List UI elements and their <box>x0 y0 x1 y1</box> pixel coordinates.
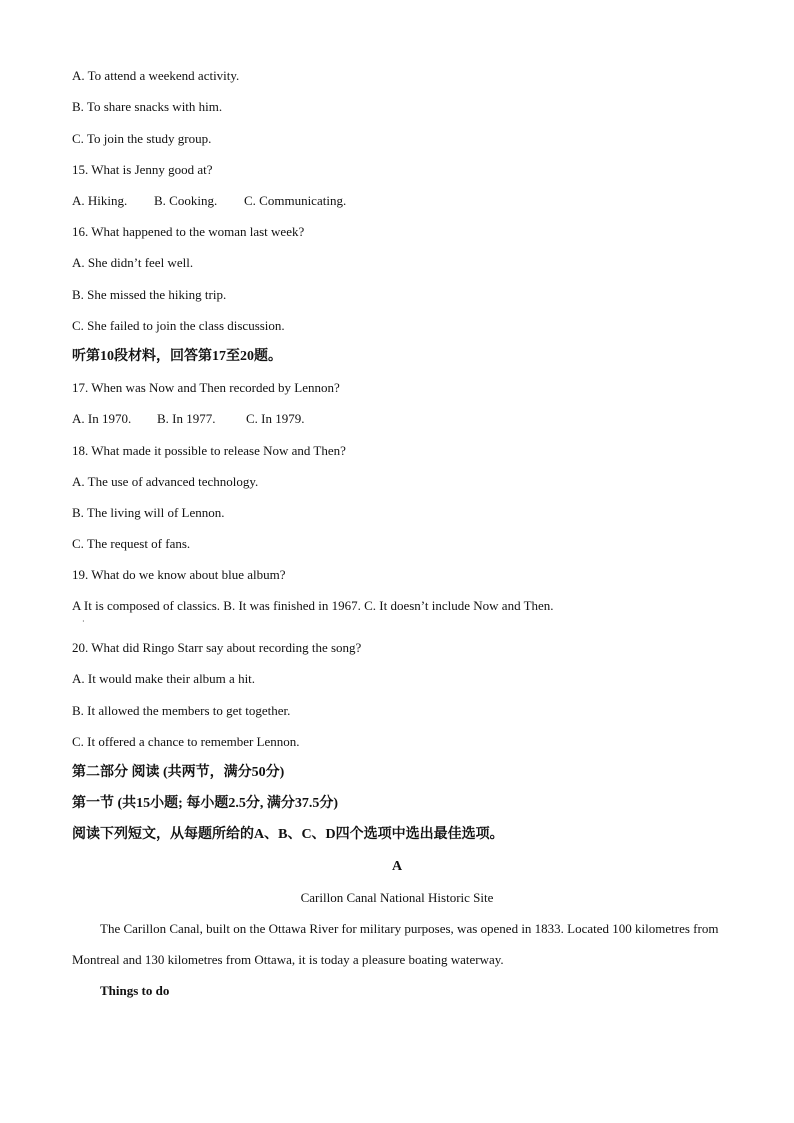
q19-options: A It is composed of classics. B. It was finished in 1967. C. It doesn’t include Now and Then. <box>72 598 554 613</box>
q15-options <box>72 193 346 209</box>
passage-subheading: Things to do <box>100 983 170 998</box>
q14-option-b: B. To share snacks with him. <box>72 99 223 114</box>
section1-heading: 第一节 (共15小题; 每小题2.5分, 满分37.5分) <box>72 796 338 811</box>
q17-option-b: B. In 1977. <box>157 411 216 426</box>
q18-question: 18. What made it possible to release Now and Then? <box>72 443 346 458</box>
q20-option-b: B. It allowed the members to get together. <box>72 703 291 718</box>
q14-option-c: C. To join the study group. <box>72 131 212 146</box>
passage-letter: A <box>391 859 403 874</box>
q15-option-c: C. Communicating. <box>244 193 347 208</box>
q19-question: 19. What do we know about blue album? <box>72 567 286 582</box>
q14-option-a: A. To attend a weekend activity. <box>72 68 240 83</box>
stray-dot: · <box>82 617 85 626</box>
q15-option-a: A. Hiking. <box>72 193 128 208</box>
passage-paragraph: The Carillon Canal, built on the Ottawa River for military purposes, was opened in 1833. Located 100 kilometres from Montreal and 130 kilometres from Ottawa, it is today a pleasure boating waterway. <box>72 921 719 967</box>
part2-heading: 第二部分 阅读 (共两节，满分50分) <box>72 765 285 780</box>
section10-instruction: 听第10段材料，回答第17至20题。 <box>72 349 282 364</box>
q20-option-a: A. It would make their album a hit. <box>72 671 256 686</box>
q20-question: 20. What did Ringo Starr say about recording the song? <box>72 640 362 655</box>
q17-question: 17. When was Now and Then recorded by Lennon? <box>72 380 340 395</box>
q15-option-b: B. Cooking. <box>154 193 218 208</box>
q16-option-a: A. She didn’t feel well. <box>72 255 194 270</box>
q16-question: 16. What happened to the woman last week? <box>72 224 305 239</box>
q17-options <box>72 411 305 427</box>
q20-option-c: C. It offered a chance to remember Lennon. <box>72 734 300 749</box>
q18-option-c: C. The request of fans. <box>72 536 191 551</box>
reading-instruction: 阅读下列短文，从每题所给的A、B、C、D四个选项中选出最佳选项。 <box>72 827 504 842</box>
q16-option-b: B. She missed the hiking trip. <box>72 287 227 302</box>
q17-option-c: C. In 1979. <box>246 411 305 426</box>
q18-option-a: A. The use of advanced technology. <box>72 474 259 489</box>
q16-option-c: C. She failed to join the class discussion. <box>72 318 285 333</box>
q15-question: 15. What is Jenny good at? <box>72 162 213 177</box>
passage-title: Carillon Canal National Historic Site <box>300 890 494 905</box>
q17-option-a: A. In 1970. <box>72 411 132 426</box>
q18-option-b: B. The living will of Lennon. <box>72 505 225 520</box>
